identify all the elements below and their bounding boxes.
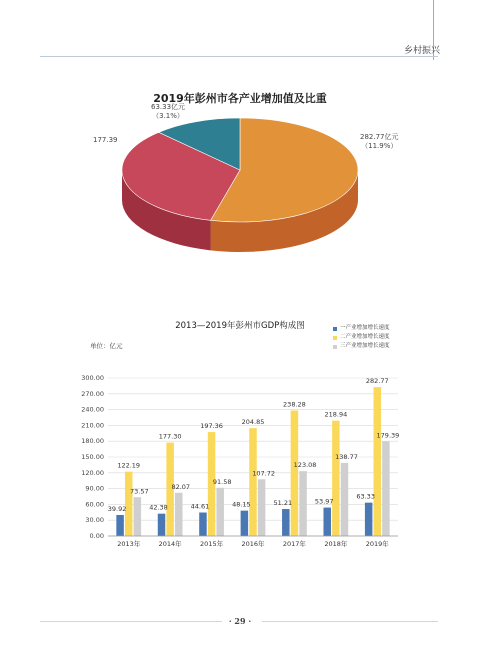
bar-0 — [282, 509, 290, 536]
bar-1 — [125, 472, 133, 536]
legend-item — [333, 333, 390, 342]
legend-label-primary: 一产业增加增长速度 — [340, 325, 390, 331]
y-tick-label: 120.00 — [81, 468, 104, 477]
legend-label-tertiary: 三产业增加增长速度 — [340, 343, 390, 349]
bar-2 — [382, 442, 390, 536]
bar-0 — [241, 511, 249, 536]
data-label: 48.15 — [232, 500, 251, 509]
data-label: 122.19 — [117, 461, 141, 470]
pie-label-primary — [151, 103, 185, 121]
x-tick-label: 2017年 — [282, 540, 306, 548]
header-rule — [40, 56, 438, 57]
bar-2 — [299, 471, 307, 536]
pie-label-tertiary-value: 177.39 — [93, 136, 118, 144]
data-label: 39.92 — [107, 504, 127, 513]
bar-1 — [249, 428, 257, 536]
y-tick-label: 240.00 — [81, 405, 104, 414]
pie-label-secondary-share: （11.9%） — [361, 142, 398, 150]
legend-swatch-tertiary — [333, 345, 337, 349]
pie-label-tertiary — [93, 136, 118, 145]
legend-item — [333, 342, 390, 351]
data-label: 138.77 — [335, 452, 358, 461]
bar-0 — [365, 503, 373, 536]
bar-1 — [374, 387, 382, 536]
x-tick-label: 2014年 — [158, 540, 182, 548]
bar-chart — [68, 370, 408, 555]
pie-chart — [110, 110, 370, 260]
bar-0 — [323, 508, 331, 536]
pie-chart-title: 2019年彭州市各产业增加值及比重 — [153, 92, 327, 105]
bar-1 — [332, 421, 340, 536]
y-tick-label: 180.00 — [81, 437, 104, 446]
data-label: 44.61 — [190, 502, 210, 511]
bar-1 — [291, 411, 299, 536]
pie-label-primary-share: （3.1%） — [152, 112, 184, 120]
bar-2 — [175, 493, 183, 536]
legend-swatch-primary — [333, 327, 337, 331]
y-tick-label: 0.00 — [89, 532, 104, 540]
bar-0 — [158, 514, 166, 536]
x-tick-label: 2016年 — [241, 540, 265, 548]
data-label: 82.07 — [171, 482, 191, 491]
legend-swatch-secondary — [333, 336, 337, 340]
y-tick-label: 30.00 — [85, 516, 104, 525]
bar-0 — [116, 515, 124, 536]
section-tag: 乡村振兴 — [403, 46, 440, 56]
legend-item — [333, 324, 390, 333]
data-label: 177.30 — [158, 432, 182, 441]
data-label: 204.85 — [241, 418, 265, 427]
data-label: 123.08 — [293, 461, 317, 470]
legend-label-secondary: 二产业增加增长速度 — [340, 334, 390, 340]
y-tick-label: 60.00 — [85, 500, 104, 509]
x-tick-label: 2015年 — [200, 540, 224, 548]
x-tick-label: 2019年 — [365, 540, 389, 548]
bar-2 — [258, 479, 266, 536]
page-number: · 29 · — [228, 616, 252, 626]
data-label: 42.38 — [149, 503, 168, 512]
unit-label: 单位：亿元 — [90, 342, 123, 350]
pie-label-secondary-value: 282.77亿元 — [360, 133, 399, 141]
bar-2 — [216, 488, 224, 536]
y-tick-label: 210.00 — [81, 421, 104, 430]
data-label: 218.94 — [324, 410, 348, 419]
data-label: 51.21 — [273, 499, 293, 508]
data-label: 91.58 — [212, 477, 232, 486]
data-label: 53.97 — [314, 497, 334, 506]
y-tick-label: 90.00 — [85, 484, 104, 493]
bar-0 — [199, 513, 207, 536]
data-label: 179.39 — [376, 431, 400, 440]
chart-legend — [333, 324, 390, 351]
data-label: 63.33 — [356, 492, 375, 501]
y-tick-label: 300.00 — [81, 374, 104, 382]
x-tick-label: 2013年 — [117, 540, 141, 548]
data-label: 107.72 — [252, 469, 275, 478]
bar-chart-title: 2013—2019年彭州市GDP构成图 — [175, 321, 305, 331]
bar-2 — [134, 497, 142, 536]
y-tick-label: 150.00 — [81, 453, 104, 461]
data-label: 238.28 — [283, 400, 306, 409]
data-label: 197.36 — [200, 422, 223, 431]
pie-label-secondary — [360, 133, 399, 151]
data-label: 282.77 — [365, 377, 389, 386]
x-tick-label: 2018年 — [324, 540, 348, 548]
y-tick-label: 270.00 — [81, 389, 104, 398]
bar-2 — [341, 463, 349, 536]
pie-label-primary-value: 63.33亿元 — [151, 103, 186, 111]
data-label: 73.57 — [130, 487, 149, 496]
